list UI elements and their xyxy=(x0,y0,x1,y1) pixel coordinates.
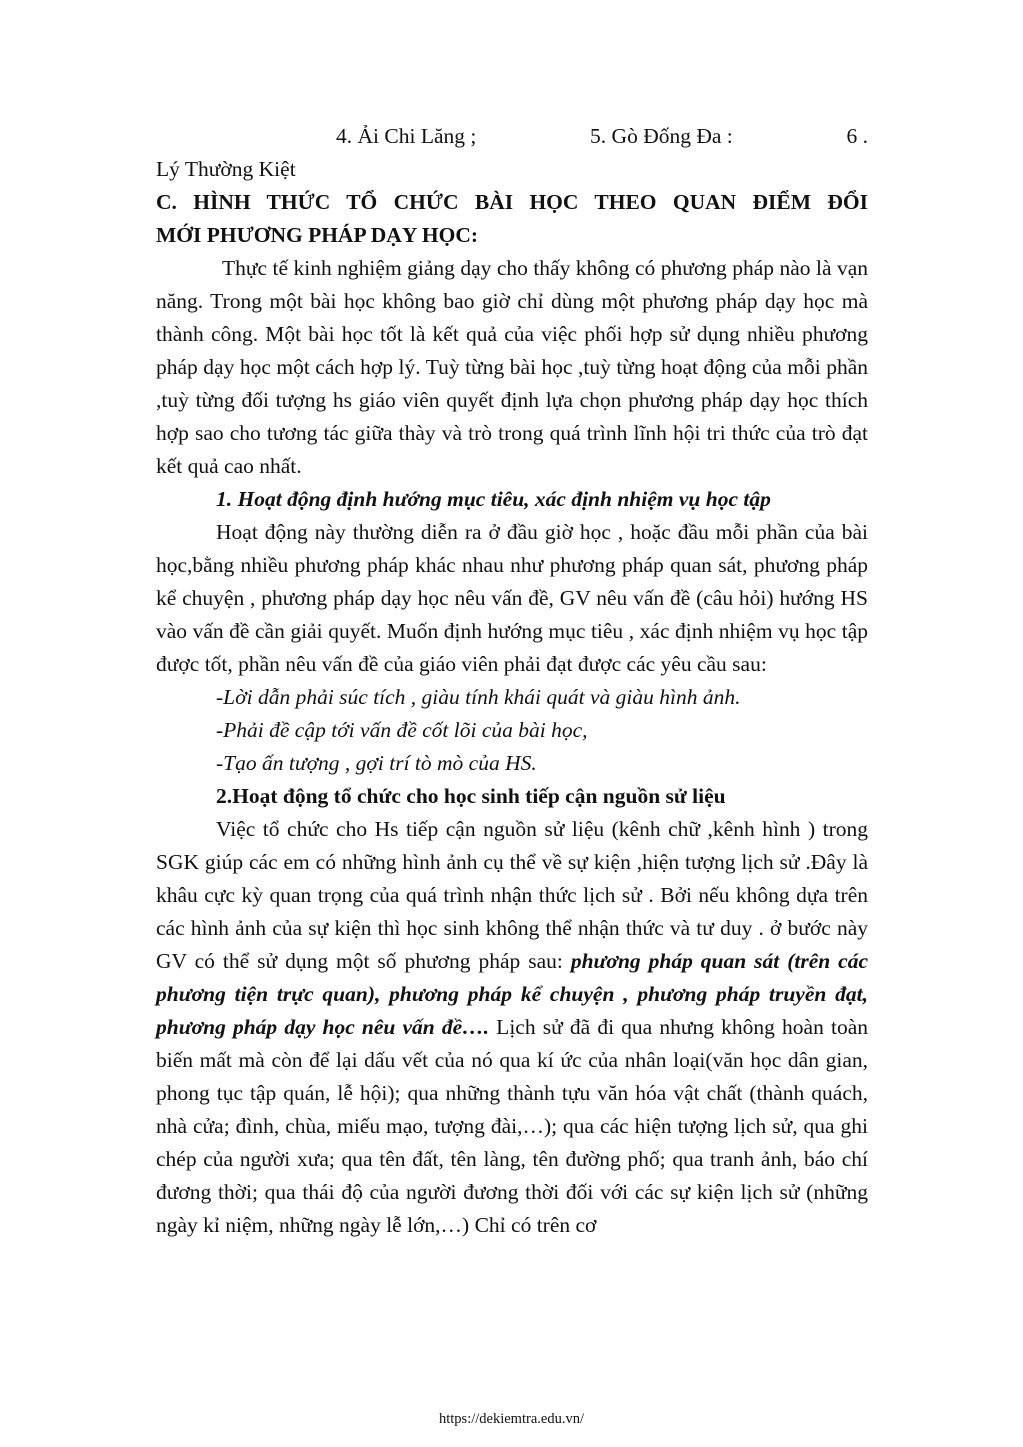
section-c-heading xyxy=(156,186,868,252)
document-page xyxy=(156,120,868,1242)
part2-methods-emphasis: phương pháp quan sát (trên các phương tiện trực quan), phương pháp kể chuyện , phương pháp truyền đạt, phương pháp dạy học nêu vấn đề…. xyxy=(156,949,868,1039)
answer-item-6-text: Lý Thường Kiệt xyxy=(156,157,296,181)
part1-requirement-3: -Tạo ấn tượng , gợi trí tò mò của HS. xyxy=(216,751,537,775)
section-c-intro-paragraph: Thực tế kinh nghiệm giảng dạy cho thấy không có phương pháp nào là vạn năng. Trong một bài học không bao giờ chỉ dùng một phương pháp dạy học mà thành công. Một bài học tốt là kết quả của việc phối hợp sử dụng nhiều phương pháp dạy học một cách hợp lý. Tuỳ từng bài học ,tuỳ từng hoạt động của mỗi phần ,tuỳ từng đối tượng hs giáo viên quyết định lựa chọn phương pháp dạy học thích hợp sao cho tương tác giữa thày và trò trong quá trình lĩnh hội tri thức của trò đạt kết quả cao nhất. xyxy=(156,256,868,478)
part1-heading: 1. Hoạt động định hướng mục tiêu, xác định nhiệm vụ học tập xyxy=(216,487,771,511)
part2-paragraph-end: Lịch sử đã đi qua nhưng không hoàn toàn biến mất mà còn để lại dấu vết của nó qua kí ức của nhân loại(văn học dân gian, phong tục tập quán, lễ hội); qua những thành tựu văn hóa vật chất (thành quách, nhà cửa; đình, chùa, miếu mạo, tượng đài,…); qua các hiện tượng lịch sử, qua ghi chép của người xưa; qua tên đất, tên làng, tên đường phố; qua tranh ảnh, báo chí đương thời; qua thái độ của người đương thời đối với các sự kiện lịch sử (những ngày kỉ niệm, những ngày lễ lớn,…) Chỉ có trên cơ xyxy=(156,1015,868,1237)
answer-list-line xyxy=(156,120,868,153)
part2-heading: 2.Hoạt động tổ chức cho học sinh tiếp cận nguồn sử liệu xyxy=(216,784,726,808)
answer-item-5: 5. Gò Đống Đa : xyxy=(590,124,733,148)
footer-url[interactable]: https://dekiemtra.edu.vn/ xyxy=(439,1411,584,1427)
part1-requirement-1: -Lời dẫn phải súc tích , giàu tính khái quát và giàu hình ảnh. xyxy=(216,685,741,709)
part2-paragraph xyxy=(156,813,868,1242)
part2-paragraph-start: Việc tổ chức cho Hs tiếp cận nguồn sử liệu (kênh chữ ,kênh hình ) trong SGK giúp các em có những hình ảnh cụ thể về sự kiện ,hiện tượng lịch sử .Đây là khâu cực kỳ quan trọng của quá trình nhận thức lịch sử . Bởi nếu không dựa trên các hình ảnh của sự kiện thì học sinh không thể nhận thức và tư duy . ở bước này GV có thể sử dụng một số phương pháp sau: xyxy=(156,817,868,973)
section-c-heading-line2: MỚI PHƯƠNG PHÁP DẠY HỌC: xyxy=(156,223,479,247)
section-c-heading-line1: C. HÌNH THỨC TỔ CHỨC BÀI HỌC THEO QUAN ĐIỂM ĐỔI xyxy=(156,190,868,214)
part1-requirement-2: -Phải đề cập tới vấn đề cốt lõi của bài học, xyxy=(216,718,588,742)
answer-item-6-number: 6 . xyxy=(846,124,868,148)
part1-paragraph: Hoạt động này thường diễn ra ở đầu giờ học , hoặc đầu mỗi phần của bài học,bằng nhiều phương pháp khác nhau như phương pháp quan sát, phương pháp kể chuyện , phương pháp dạy học nêu vấn đề, GV nêu vấn đề (câu hỏi) hướng HS vào vấn đề cần giải quyết. Muốn định hướng mục tiêu , xác định nhiệm vụ học tập được tốt, phần nêu vấn đề của giáo viên phải đạt được các yêu cầu sau: xyxy=(156,520,868,676)
answer-item-4: 4. Ải Chi Lăng ; xyxy=(336,124,477,148)
